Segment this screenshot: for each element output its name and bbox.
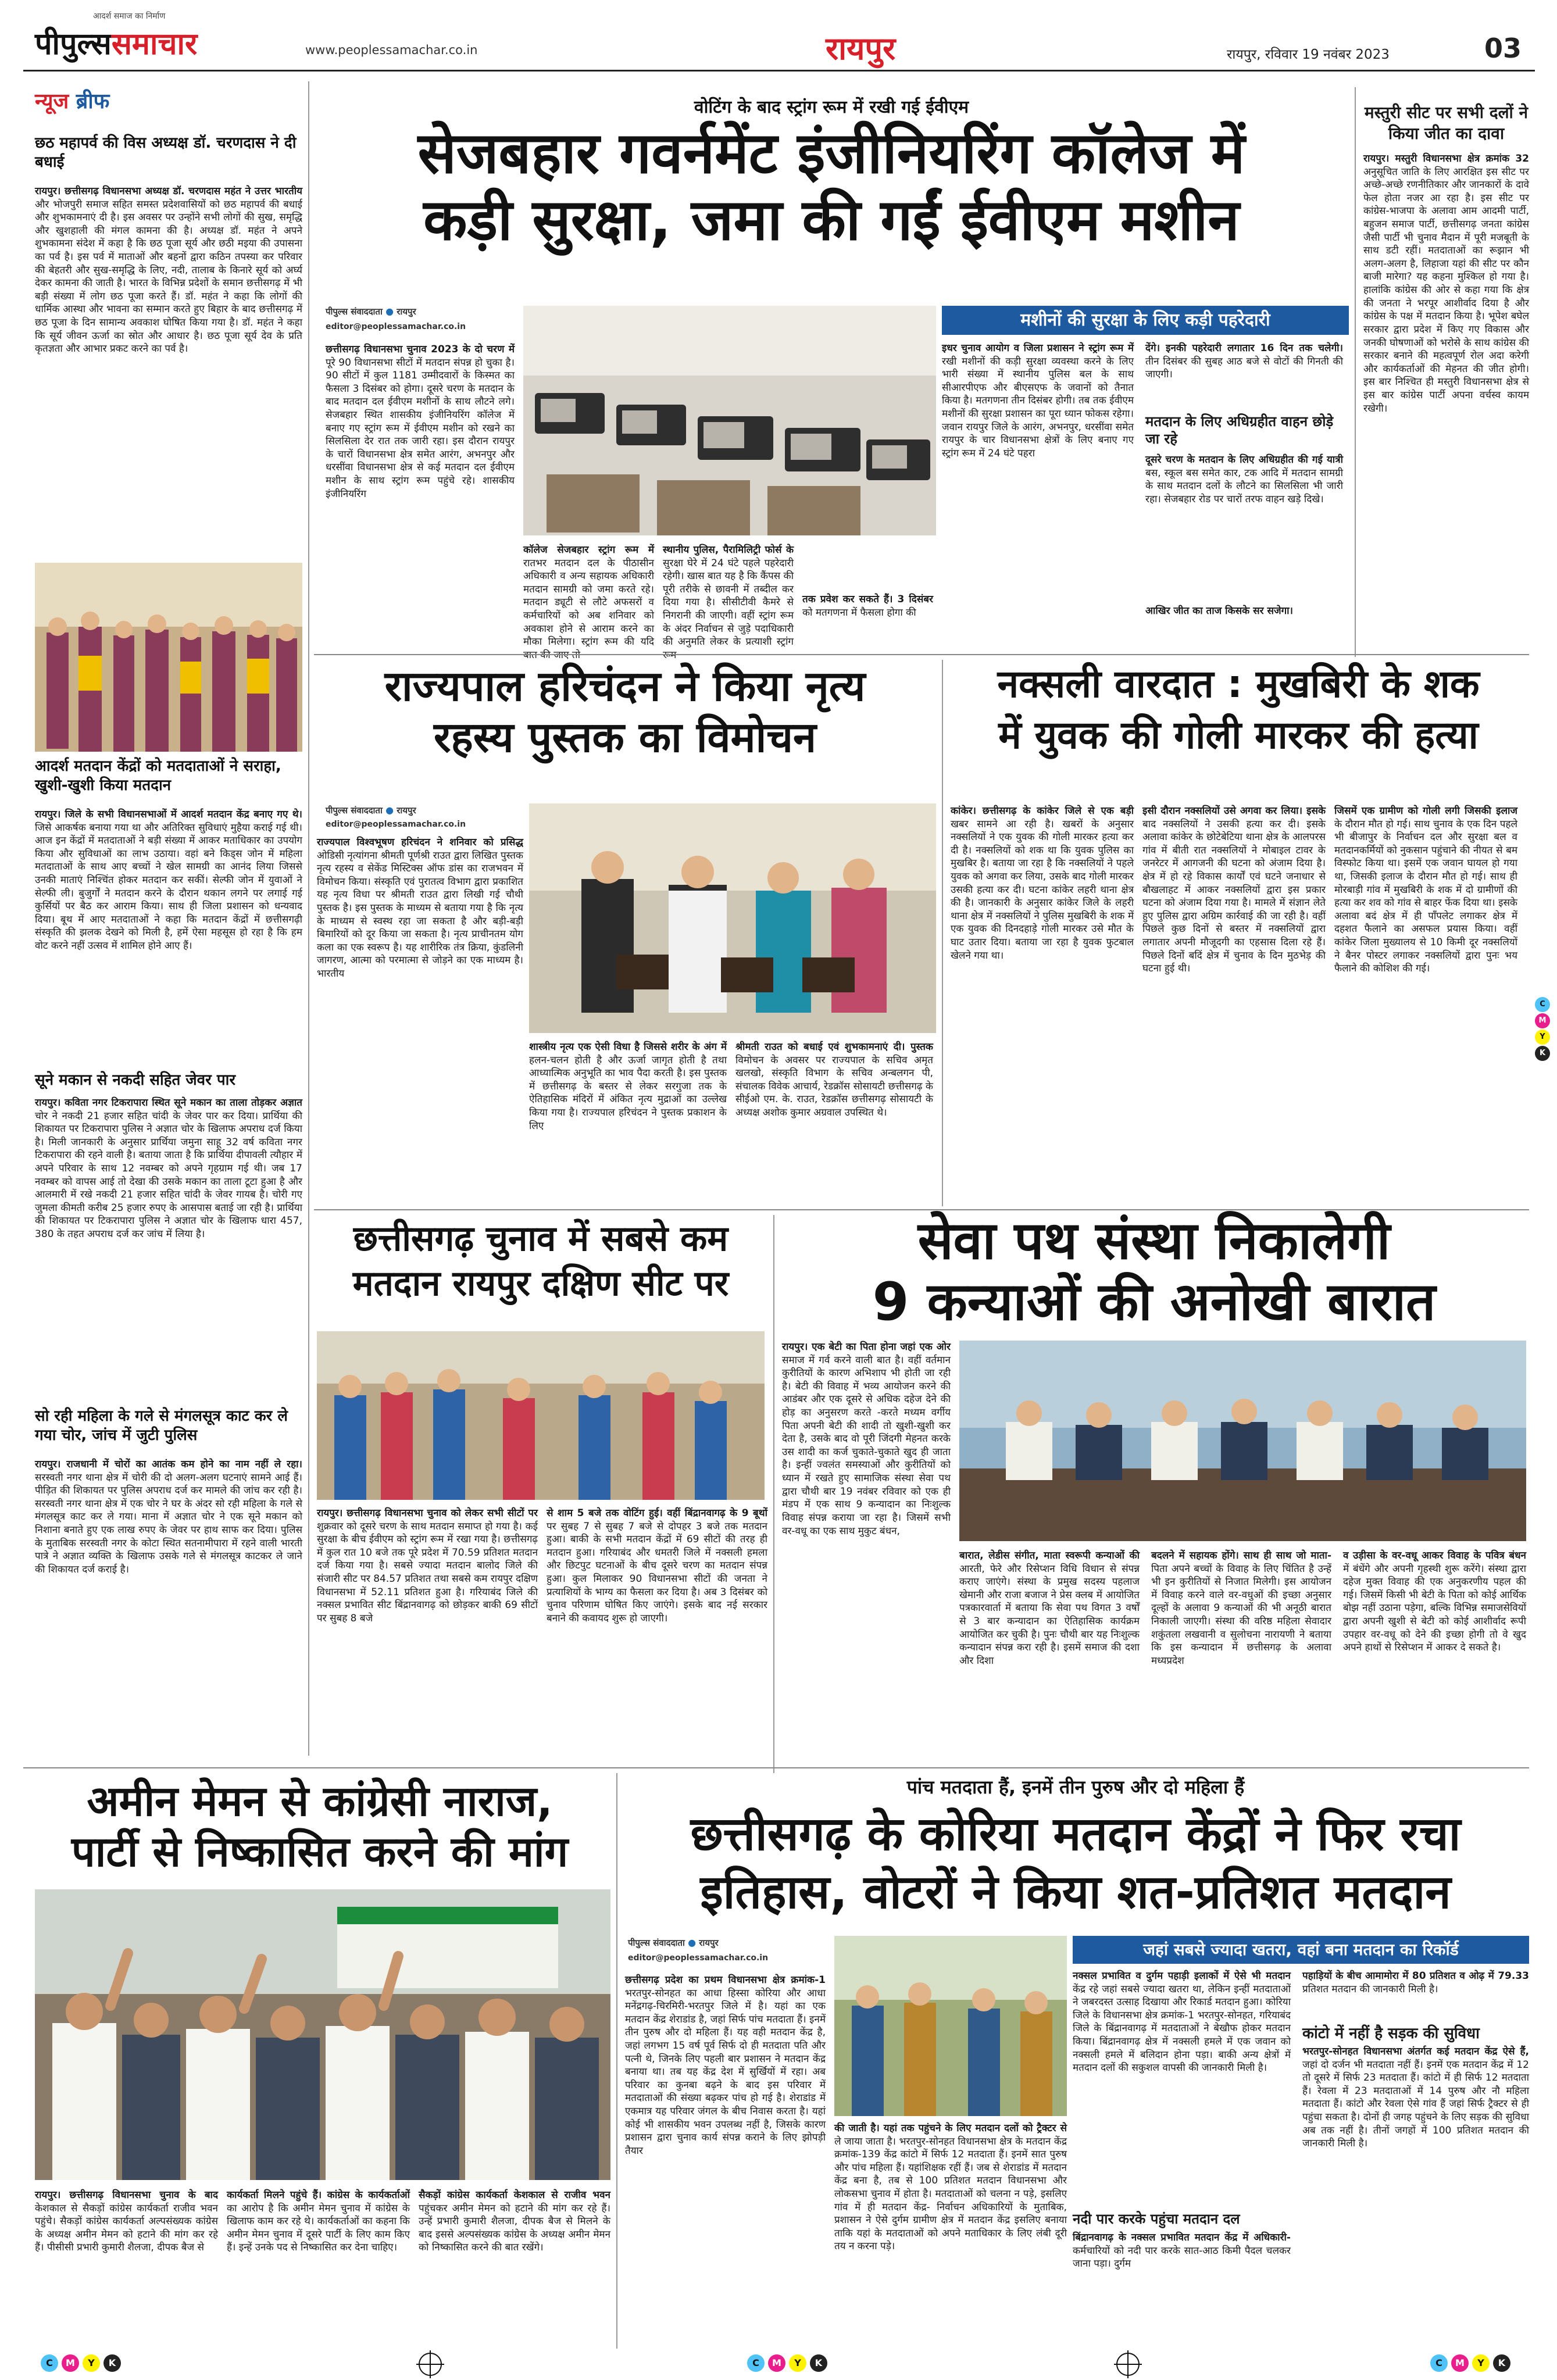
lead-col-3 [663, 544, 794, 648]
korea-col-1-text: छत्तीसगढ़ प्रदेश का प्रथम विधानसभा क्षेत्र क्रमांक-1 भरतपुर-सोनहत का आधा हिस्सा कोरिया और आधा मनेंद्रगढ़-चिरमिरी-भरतपुर जिले में है। यहां का एक मतदान केंद्र शेराडांड है, जहां सिर्फ पांच मतदाता हैं। इनमें तीन पुरुष और दो महिला हैं। यह वही मतदान केंद्र है, जहां लगभग 15 वर्ष पूर्व सिर्फ दो ही मतदाता पति और पत्नी थे, जिनके लिए पहली बार प्रशासन ने मतदान केंद्र बनाया था। तब यह केंद्र देश में सुर्खियों में रहा। अब परिवार का कुनबा बढ़ने के बाद इस परिवार में मतदाताओं की संख्या बढ़कर पांच हो गई है। शेराडांड में एकमात्र यह परिवार जंगल के बीच निवास करता है। यहां कोई भी शासकीय भवन उपलब्ध नहीं है, जिसके कारण प्रशासन द्वारा चुनाव कार्य संपन्न कराने के लिए झोपड़ी तैयार [625, 1974, 826, 2157]
lead-col-4 [802, 593, 933, 645]
security-box-col-1 [942, 342, 1134, 598]
website: www.peoplessamachar.co.in [305, 43, 478, 57]
korea-email: editor@peoplessamachar.co.in [628, 1953, 769, 1963]
seva-headline-2: 9 कन्याओं की अनोखी बारात [872, 1271, 1436, 1332]
korea-col-1 [625, 1974, 826, 2346]
city-label: रायपुर [826, 30, 896, 67]
lead-col-1-text: छत्तीसगढ़ विधानसभा चुनाव 2023 के दो चरण में पूरे 90 विधानसभा सीटों में मतदान संपन्न हो चुका है। 90 सीटों में कुल 1181 उम्मीदवारों के किस्मत का फैसला 3 दिसंबर को होगा। दूसरे चरण के मतदान के बाद मतदान दल ईवीएम मशीनों के साथ लौटने लगे। सेजबहार स्थित शासकीय इंजीनियरिंग कॉलेज में बनाए गए स्ट्रांग रूम में ईवीएम मशीन को रखने का सिलसिला देर रात तक जारी रहा। इस दौरान रायपुर के चारों विधानसभा क्षेत्र समेत आरंग, अभनपुर और धरसींवा विधानसभा क्षेत्र से कई मतदान दल ईवीएम मशीन के साथ स्ट्रांग रूम पहुंचे रहे। शासकीय इंजीनियरिंग [326, 344, 515, 500]
security-box-col-2-text: देंगे। इनकी पहरेदारी लगातार 16 दिन तक चलेगी। तीन दिसंबर की सुबह आठ बजे से वोटों की गिनती की जाएगी। [1145, 342, 1343, 381]
lead-byline [326, 306, 416, 317]
cmyk-strip-bottom-left [41, 2354, 121, 2372]
security-box-title: मशीनों की सुरक्षा के लिए कड़ी पहरेदारी [942, 306, 1349, 335]
bullet-icon: ● [385, 805, 394, 816]
seva-col-2 [959, 1549, 1140, 1773]
naxal-col-3 [1334, 805, 1517, 1200]
cmyk-c: C [1430, 2354, 1448, 2372]
naxal-col-3-text: जिसमें एक ग्रामीण को गोली लगी जिसकी इलाज के दौरान मौत हो गई। साथ चुनाव के एक दिन पहले भी बीजापुर के निर्वाचन दल और सुरक्षा बल व मतदानकर्मियों को नुकसान पहुंचाने की नीयत से बम विस्फोट किया था। इसमें एक जवान घायल हो गया था, जिसकी इलाज के दौरान मौत हो गई। साथ ही मोरबाड़ी गांव में मुखबिरी के शक में दो ग्रामीणों की हत्या कर शव को गांव से बाहर फेंक दिया था। इसके अलावा बदं क्षेत्र में ही पाँपलेट लगाकर क्षेत्र में दहशत फैलाने का असफल प्रयास किया। वहीं कांकेर जिला मुख्यालय से 10 किमी दूर नक्सलियों ने बैनर पोस्टर लगाकर नक्सलियों द्वारा पुनः भय फैलाने की कोशिश की गई। [1334, 805, 1517, 975]
brief-1-body [35, 185, 302, 557]
record-box-col-2 [1302, 1970, 1529, 2016]
amin-headline-1: अमीन मेमन से कांग्रेसी नाराज, [87, 1777, 553, 1825]
south-headline-1: छत्तीसगढ़ चुनाव में सबसे कम [353, 1218, 728, 1259]
record-box-title: जहां सबसे ज्यादा खतरा, वहां बना मतदान का रिकॉर्ड [1073, 1936, 1529, 1964]
seva-col-3-text: बदलने में सहायक होंगे। साथ ही साथ जो माता-पिता अपने बच्चों के विवाह के लिए चिंतित है उन्हें भी इन कुरीतियों से निजात मिलेगी। इस आयोजन में विवाह करने वाले वर-वधुओं की इच्छा अनुसार दूल्हों के अलावा 9 कन्याओं की भी अनूठी बारात निकाली जाएगी। संस्था की वरिष्ठ महिला सेवादार शकुंतला लखवानी व सुलोचना नारायणी ने बताया कि इस कन्यादान में छत्तीसगढ़ के अलावा मध्यप्रदेश [1151, 1550, 1331, 1667]
river-subhead: नदी पार करके पहुंचा मतदान दल [1073, 2211, 1240, 2227]
cmyk-c: C [1535, 997, 1550, 1012]
lead-byline-city: रायपुर [397, 306, 416, 317]
lead-col-5 [1145, 605, 1343, 645]
cmyk-y: Y [1535, 1030, 1550, 1045]
brief-divider [308, 81, 309, 1756]
korea-col-2 [834, 2122, 1067, 2346]
protest-photo [35, 1889, 610, 2180]
brief-2-title: आदर्श मतदान केंद्रों को मतदाताओं ने सराहा, खुशी-खुशी किया मतदान [35, 757, 281, 794]
naxal-col-1 [951, 805, 1134, 1200]
korea-byline-name: पीपुल्स संवाददाता [628, 1938, 685, 1948]
brand-right: समाचार [111, 27, 198, 62]
brand-tagline: आदर्श समाज का निर्माण [93, 12, 166, 21]
brief-3-title: सूने मकान से नकदी सहित जेवर पार [35, 1071, 235, 1089]
record-box-col-1 [1073, 1970, 1291, 2202]
governor-headline-1: राज्यपाल हरिचंदन ने किया नृत्य [384, 662, 866, 710]
brief-4-body [35, 1458, 302, 1749]
security-box-col-2b [1145, 453, 1343, 593]
cmyk-k: K [103, 2354, 121, 2372]
south-voters-photo [317, 1331, 765, 1500]
amin-col-3-text: सैकड़ों कांग्रेस कार्यकर्ता केशकाल से राजीव भवन पहुंचकर अमीन मेमन को हटाने की मांग कर रहे हैं। उन्हें प्रभारी कुमारी शैलजा, दीपक बैज से मिलने के बाद इससे अल्पसंख्यक कांग्रेस के अध्यक्ष अमीन मेमन को निष्कासित करने की बात रखेंगे। [419, 2189, 610, 2254]
naxal-col-1-text: कांकेर। छत्तीसगढ़ के कांकेर जिले से एक बड़ी खबर सामने आ रही है। खबरों के अनुसार नक्सलियों ने एक युवक की गोली मारकर हत्या कर दी है। नक्सलियों को शक था कि युवक पुलिस का मुखबिर है। बताया जा रहा है कि नक्सलियों ने पहले युवक को अगवा कर लिया, उसके बाद गोली मारकर उसकी हत्या कर दी। घटना कांकेर लहरी थाना क्षेत्र की है। जानकारी के अनुसार कांकेर जिले के लहरी थाना क्षेत्र में नक्सलियों ने पुलिस मुखबिरी के शक में एक युवक की दिनदहाड़े गोली मारकर उसे मौत के घाट उतार दिया। बताया जा रहा है युवक फुटबाल खेलने गया था। [951, 805, 1134, 962]
date-line: रायपुर, रविवार 19 नवंबर 2023 [1227, 47, 1390, 62]
south-col-2-text: से शाम 5 बजे तक वोटिंग हुई। वहीं बिंद्रानवागढ़ के 9 बूथों पर सुबह 7 से सुबह 7 बजे से दोपहर 3 बजे तक मतदान हुआ। बाकी के सभी मतदान केंद्रों में 69 सीटों की तरह ही मतदान हुआ। गरियाबंद और धमतरी जिले में नक्सली हमला और छिटपुट घटनाओं के बीच दूसरे चरण का मतदान संपन्न हुआ। कुल मिलाकर 90 विधानसभा सीटों की जनता ने प्रत्याशियों के भाग्य का फैसला कर दिया है। अब 3 दिसंबर को चुनाव परिणाम घोषित किए जाएंगे। इसके बाद नई सरकार बनाने की कवायद शुरू हो जाएगी। [547, 1507, 767, 1624]
brief-4-title: सो रही महिला के गले से मंगलसूत्र काट कर ले गया चोर, जांच में जुटी पुलिस [35, 1407, 288, 1444]
south-headline-2: मतदान रायपुर दक्षिण सीट पर [352, 1263, 729, 1304]
evm-strongroom-image [523, 306, 936, 535]
amin-korea-divider [616, 1773, 617, 2349]
masturi-headline: मस्तुरी सीट पर सभी दलों ने किया जीत का दावा [1364, 103, 1529, 144]
cmyk-y: Y [1472, 2354, 1490, 2372]
seva-col-4-text: व उड़ीसा के वर-वधू आकर विवाह के पवित्र बंधन में बंधेंगे और अपनी गृहस्थी शुरू करेंगे। संस्था द्वारा दहेज मुक्त विवाह की एक अनुकरणीय पहल की गई। जिसमें किसी भी बेटी के पिता को कोई आर्थिक बोझ नहीं उठाना पड़ेगा, बल्कि विभिन्न समाजसेवियों द्वारा अपनी खुशी से बेटी को कोई आशीर्वाद रूपी उपहार वर-वधू को देने की इच्छा होगी तो वे खुद अपने हाथों से रिसेप्शन में आकर दे सकते है। [1343, 1550, 1526, 1654]
cmyk-strip-bottom-center [747, 2354, 827, 2372]
section-rule-1 [314, 654, 1529, 655]
voters-queue-image [35, 563, 302, 752]
lead-headline-2: कड़ी सुरक्षा, जमा की गईं ईवीएम मशीन [423, 187, 1240, 253]
korea-headline-1: छत्तीसगढ़ के कोरिया मतदान केंद्रों ने फिर रचा [690, 1807, 1461, 1861]
seva-col-4 [1343, 1549, 1526, 1773]
tribal-voters-image [834, 1936, 1067, 2116]
governor-headline-2: रहस्य पुस्तक का विमोचन [434, 713, 816, 762]
south-seva-divider [773, 1215, 774, 1773]
lead-col-5-text: आखिर जीत का ताज किसके सर सजेगा। [1145, 605, 1293, 617]
record-box-col-2b [1302, 2045, 1529, 2345]
governor-byline [326, 805, 416, 816]
security-box-col-2 [1145, 342, 1343, 406]
seva-headline-1: सेवा पथ संस्था निकालेगी [917, 1210, 1391, 1271]
seva-col-2-text: बारात, लेडीस संगीत, माता स्वरूपी कन्याओं की आरती, फेरे और रिसेप्शन विधि विधान से संपन्न कराए जाएंगे। संस्था के प्रमुख सदस्य पहलाज खेमानी और राजा बजाज ने प्रेस क्लब में आयोजित पत्रकारवार्ता में बताया कि सेवा पथ विगत 3 वर्षों से 3 बार कन्यादान का ऐतिहासिक कार्यक्रम आयोजित कर चुकी है। पुनः चौथी बार यह निःशुल्क कन्यादान संपन्न करा रही है। इसमें समाज की दशा और दिशा [959, 1550, 1140, 1667]
bullet-icon: ● [385, 306, 394, 317]
lead-col-2-text: कॉलेज सेजबहार स्ट्रांग रूम में रातभर मतदान दल के पीठासीन अधिकारी व अन्य सहायक अधिकारी मतदान सामग्री को जमा करते रहे। मतदान ड्यूटी से लौटे अफसरों व कर्मचारियों को अब शनिवार को अवकाश होने से आराम करने का मौका मिलेगा। स्ट्रांग रूम की यदि [523, 544, 654, 648]
record-box-col-2-text: पहाड़ियों के बीच आमामोरा में 80 प्रतिशत व ओढ़ में 79.33 प्रतिशत मतदान की जानकारी मिली है। [1302, 1970, 1529, 1995]
cmyk-k: K [1493, 2354, 1510, 2372]
lead-headline-1: सेजबहार गवर्नमेंट इंजीनियरिंग कॉलेज में [417, 120, 1245, 187]
korea-byline-city: रायपुर [699, 1938, 719, 1948]
cmyk-k: K [1535, 1046, 1550, 1061]
voters-queue-photo [35, 563, 302, 752]
brief-1-text: रायपुर। छत्तीसगढ़ विधानसभा अध्यक्ष डॉ. चरणदास महंत ने उत्तर भारतीय और भोजपुरी समाज सहित समस्त प्रदेशवासियों को छठ महापर्व की बधाई और शुभकामनाएं दी है। इस अवसर पर उन्होंने सभी लोगों की सुख, समृद्धि और खुशहाली की मंगल कामना की है। अध्यक्ष डॉ. महंत ने अपने शुभकामना संदेश में कहा है कि छठ पूजा सूर्य और छठी मइया की उपासना का पर्व है। इस पर्व में माताओं और बहनों द्वारा कठिन तपस्या कर परिवार की बेहतरी और सुख-समृद्धि के लिए, नदी, तालाब के किनारे सूर्य को अर्घ्य देकर कामना की जाती है। भारत के विभिन्न प्रदेशों के समान छत्तीसगढ़ में भी बड़ी संख्या में लोग छठ पूजा करते हैं। डॉ. महंत ने कहा कि लोगों की धार्मिक आस्था और भावना का सम्मान करते हुए बिहार के बाद छत्तीसगढ़ में छठ पूजा के दिन सामान्य अवकाश घोषित किया गया है। डॉ. महंत ने कहा कि सूर्य जीवन ऊर्जा का स्रोत और आधार है। छठ पूजा सूर्य देव के प्रति कृतज्ञता और आभार प्रकट करने का पर्व है। [35, 185, 302, 355]
korea-col-2-text: की जाती है। यहां तक पहुंचने के लिए मतदान दलों को ट्रैक्टर से ले जाया जाता है। भरतपुर-सोनहत विधानसभा क्षेत्र के मतदान केंद्र क्रमांक-139 केंद्र कांटो में सिर्फ 12 मतदाता हैं। इनमें सात पुरुष और पांच महिला हैं। यहांशिक्षक रहीं हैं। जब से शेराडांड में मतदान केंद्र बना है, तब से 100 प्रतिशत मतदान विधानसभा और लोकसभा चुनाव में होता है। मतदाताओं को चलना न पड़े, इसलिए गांव में ही मतदान केंद्र- निर्वाचन अधिकारियों के मुताबिक, प्रशासन ने ऐसे दुर्गम ग्रामीण क्षेत्र में मतदान केंद्र इसलिए बनाया ताकि यहां के मतदाताओं को अपने मताधिकार के लिए लंबी दूरी तय न करना पड़े। [834, 2122, 1067, 2253]
brief-label-a: न्यूज [35, 90, 69, 113]
brief-3-body [35, 1096, 302, 1405]
south-col-2 [547, 1507, 767, 1774]
korea-kicker: पांच मतदाता हैं, इनमें तीन पुरुष और दो महिला हैं [906, 1776, 1245, 1798]
governor-book-photo [529, 803, 936, 1033]
cmyk-m: M [768, 2354, 785, 2372]
vehicle-subhead: मतदान के लिए अधिग्रहीत वाहन छोड़े जा रहे [1145, 413, 1334, 447]
governor-naxal-divider [942, 660, 943, 1206]
korea-headline-2: इतिहास, वोटरों ने किया शत-प्रतिशत मतदान [700, 1865, 1451, 1919]
right-sidebar-divider [1355, 87, 1356, 657]
cmyk-m: M [1535, 1013, 1550, 1028]
lead-col-4-text: तक प्रवेश कर सकते हैं। 3 दिसंबर को मतगणना में फैसला होगा की [802, 594, 933, 619]
naxal-col-2-text: इसी दौरान नक्सलियों उसे अगवा कर लिया। इसके बाद नक्सलियों ने उसकी हत्या कर दी। इसके अलावा कांकेर के छोटेबेटिया थाना क्षेत्र के आलपरस गांव में बीती रात नक्सलियों ने मोबाइल टावर के जनरेटर में आगजनी की घटना को अंजाम दिया है। क्षेत्र में हो रहे विकास कार्यों एवं घटने जनाधार से बौखलाहट में आकर नक्सलियों द्वारा इस प्रकार घटना को अंजाम दिया गया है। मामले में संज्ञान लेते हुए पुलिस द्वारा अग्रिम कार्रवाई की जा रही है। वहीं पिछले कुछ दिनों से बस्तर में नक्सलियों द्वारा लगातार अपनी मौजूदगी का एहसास दिला रहे हैं। पिछले दिनों बदिं क्षेत्र में चुनाव के दिन मुठभेड़ की घटना हुई थी। [1142, 805, 1326, 975]
governor-byline-name: पीपुल्स संवाददाता [326, 805, 383, 816]
amin-col-2-text: कार्यकर्ता मिलने पहुंचे हैं। कांग्रेस के कार्यकर्ताओं का आरोप है कि अमीन मेमन चुनाव में कांग्रेस के खिलाफ काम कर रहे थे। कार्यकर्ताओं का कहना कि अमीन मेमन चुनाव में दूसरे पार्टी के लिए काम किए हैं। इन्हें उनके पद से निष्कासित कर देना चाहिए। [227, 2189, 410, 2254]
amin-headline-2: पार्टी से निष्कासित करने की मांग [71, 1827, 569, 1876]
record-box-col-1b-text: बिंद्रानवागढ़ के नक्सल प्रभावित मतदान केंद्र में अधिकारी-कर्मचारियों को नदी पार करके सात-आठ किमी पैदल चलकर जाना पड़ा। दुर्गम [1073, 2232, 1291, 2270]
brand-left: पीपुल्स [35, 27, 112, 62]
brief-3-text: रायपुर। कविता नगर टिकरापारा स्थित सूने मकान का ताला तोड़कर अज्ञात चोर ने नकदी 21 हजार सहित चांदी के जेवर पार कर दिया। प्रार्थिया की शिकायत पर टिकरापारा पुलिस ने अज्ञात चोर के खिलाफ अपराध दर्ज किया है। मिली जानकारी के अनुसार प्रार्थिया जमुना साहू 32 वर्ष कविता नगर टिकरापारा की रहने वाली है। बताया जाता है कि प्रार्थिया दीपावली त्यौहार में अपने परिवार के साथ 12 नवम्बर को अपने गृहग्राम गई थी। जब 17 नवम्बर को वापस आई तो देखा की उसके मकान का ताला टूटा हुआ है और आलमारी में रखे नकदी 21 हजार सहित चांदी के जेवर गायब है। चोरी गए जुमला कीमती करीब 25 हजार रुपए के आसपास बताई जा रही है। प्रार्थिया की शिकायत पर टिकरापारा पुलिस ने अज्ञात चोर के खिलाफ धारा 457, 380 के तहत अपराध दर्ज कर जांच में लिया है। [35, 1097, 302, 1241]
amin-col-2 [227, 2189, 410, 2346]
bullet-icon: ● [688, 1937, 697, 1948]
brief-1-title: छठ महापर्व की विस अध्यक्ष डॉ. चरणदास ने दी बधाई [35, 134, 297, 171]
news-brief-label [35, 86, 109, 115]
amin-col-1-text: रायपुर। छत्तीसगढ़ विधानसभा चुनाव के बाद केशकाल से सैकड़ों कांग्रेस कार्यकर्ता राजीव भवन पहुंचे। सैकड़ों कांग्रेस कार्यकर्ता अल्पसंख्यक कांग्रेस के अध्यक्ष अमीन मेमन को हटाने की मांग कर रहे हैं। पीसीसी प्रभारी कुमारी शैलजा, दीपक बैज से [35, 2189, 218, 2254]
governor-col-3 [735, 1041, 933, 1200]
evm-photo [523, 306, 936, 535]
seva-press-photo [959, 1341, 1526, 1541]
south-col-1 [317, 1507, 538, 1774]
record-box-col-2b-text: भरतपुर-सोनहत विधानसभा अंतर्गत कई मतदान केंद्र ऐसे हैं, जहां दो दर्जन भी मतदाता नहीं हैं। इनमें एक मतदान केंद्र में 12 तो दूसरे में सिर्फ 23 मतदाता हैं। कांटो में ही सिर्फ 12 मतदाता हैं। रेवला में 23 मतदाताओं में 14 पुरुष और नौ महिला मतदाता हैं। कांटो और रेवला ऐसे गांव हैं जहां सिर्फ ट्रैक्टर से ही पहुंचा सकता है। दोनों ही जगह पहुंचने के लिए सड़क की सुविधा अब तक नहीं है। तीनों जगहों में 100 प्रतिशत मतदान की जानकारी मिली है। [1302, 2046, 1529, 2150]
lead-email: editor@peoplessamachar.co.in [326, 322, 466, 331]
security-box-col-1-text: इधर चुनाव आयोग व जिला प्रशासन ने स्ट्रांग रूम में रखी मशीनों की कड़ी सुरक्षा व्यवस्था करने के लिए भारी संख्या में स्थानीय पुलिस बल के साथ सीआरपीएफ और बीएसएफ के जवानों को तैनात किया है। मतगणना तीन दिसंबर होगी। तब तक ईवीएम मशीनों की सुरक्षा प्रशासन का पूरा ध्यान फोकस रहेगा। जवान रायपुर जिले के आरंग, अभनपुर, धरसींवा समेत रायपुर के चार विधानसभा क्षेत्रों के लिए बनाए गए स्ट्रांग रूम में 24 घंटे पहरा [942, 342, 1134, 459]
governor-byline-city: रायपुर [397, 805, 416, 816]
seva-col-1-text: रायपुर। एक बेटी का पिता होना जहां एक ओर समाज में गर्व करने वाली बात है। वहीं वर्तमान कुरीतियों के कारण अभिशाप भी होती जा रही है। बेटी की विवाह में भव्य आयोजन करने की आडंबर और एक दूसरे से अधिक दहेज देने की होड़ का अनुसरण करते -करते मध्यम वर्गीय पिता अपनी बेटी की शादी तो खुशी-खुशी कर देता है, उसके बाद वो पूरी जिंदगी मेहनत करके उस शादी का कर्ज चुकाते-चुकाते खुद ही जाता है। इन्हीं ज्वलंत समस्याओं और कुरीतियों को ध्यान में रखते हुए सामाजिक संस्था सेवा पथ द्वारा चौथी बार 19 नवंबर रविवार को एक ही मंडप में एक साथ 9 कन्यादान का निःशुल्क विवाह संपन्न कराया जा रहा है। जिसमें सभी वर-वधू का एक साथ मुकुट बंधन, [782, 1341, 951, 1537]
cmyk-k: K [810, 2354, 827, 2372]
masthead-rule [23, 70, 1535, 72]
naxal-col-2 [1142, 805, 1326, 1200]
lead-col-1 [326, 343, 515, 645]
cmyk-m: M [62, 2354, 79, 2372]
section-rule-3 [23, 1767, 1529, 1768]
cmyk-y: Y [789, 2354, 806, 2372]
governor-col-1-text: राज्यपाल विश्वभूषण हरिचंदन ने शनिवार को प्रसिद्ध ओडिसी नृत्यांगना श्रीमती पूर्णश्री राउत द्वारा लिखित पुस्तक नृत्य रहस्य व सेकेंड मिस्टिक्स ऑफ डांस का राजभवन में विमोचन किया। संस्कृति एवं पुरातत्व विभाग द्वारा प्रकाशित यह नृत्य विधा पर श्रीमती राउत द्वारा लिखी गई चौथी पुस्तक है। इस पुस्तक के माध्यम से बताया गया है कि नृत्य के माध्यम से स्वस्थ रहा जा सकता है और बड़ी-बड़ी बिमारियों को दूर किया जा सकता है। नृत्य प्राचीनतम योग कला का एक स्वरूप है। यह शारीरिक तंत्र क्रिया, कुंडलिनी जागरण, आत्मा को परमात्मा से जोड़ने का एक माध्यम है। भारतीय [317, 837, 523, 980]
congress-protest-image [35, 1889, 610, 2180]
governor-col-2 [529, 1041, 727, 1200]
governor-col-3-text: श्रीमती राउत को बधाई एवं शुभकामनाएं दी। पुस्तक विमोचन के अवसर पर राज्यपाल के सचिव अमृत खलखो, संस्कृति विभाग के सचिव अन्बलगन पी, संचालक विवेक आचार्य, रेडक्रॉस सोसायटी छत्तीसगढ़ के सीईओ एम. के. राउत, रेडक्रॉस छत्तीसगढ़ सोसायटी के अध्यक्ष अशोक कुमार अग्रवाल उपस्थित थे। [735, 1041, 933, 1119]
masturi-text: रायपुर। मस्तुरी विधानसभा क्षेत्र क्रमांक 32 अनुसूचित जाति के लिए आरक्षित इस सीट पर अच्छे-अच्छे रणनीतिकार और जानकारों के दावे फेल होता नजर आ रहा है। इस सीट पर कांग्रेस-भाजपा के अलावा आम आदमी पार्टी, बहुजन समाज पार्टी, छत्तीसगढ़ जनता कांग्रेस जैसी पार्टी भी चुनाव मैदान में पूरी मजबूती के साथ डटी रहीं। मतदाताओं का रूझान भी अलग-अलग है, लिहाजा यहां की सीट पर कौन बाजी मारेगा? यह कहना मुश्किल हो गया है। हालांकि कांग्रेस की ओर से कहा गया कि क्षेत्र की जनता ने भरपूर आशीर्वाद दिया है और कांग्रेस के पक्ष में मतदान किया है। भूपेश बघेल सरकार द्वारा प्रदेश में किए गए विकास और जनकी घोषणाओं को भरोसे के साथ कांग्रेस की सरकार बनाने की महत्वपूर्ण रोल अदा करेगी और कार्यकर्ताओं की मेहनत की जीत होगी। इस बार निश्चित ही मस्तुरी विधानसभा क्षेत्र से इस बार कांग्रेस पार्टी अपना वर्चस्व कायम रखेगी। [1363, 153, 1529, 414]
brief-4-text: रायपुर। राजधानी में चोरों का आतंक कम होने का नाम नहीं ले रहा। सरस्वती नगर थाना क्षेत्र में चोरी की दो अलग-अलग घटनाएं सामने आई हैं। पीड़ित की शिकायत पर पुलिस अपराध दर्ज कर मामले की जांच कर रही है। सरस्वती नगर थाना क्षेत्र में एक चोर ने घर के अंदर सो रही महिला के गले से मंगलसूत्र काट कर ले गया। माना में अज्ञात चोर ने एक सूने मकान को निशाना बनाते हुए एक लाख रुपए के जेवर पर हाथ साफ कर दिया। पुलिस के मुताबिक सरस्वती नगर के कोटा स्थित सतनामीपारा में रहने वाली भारती पात्रे ने अज्ञात व्यक्ति के खिलाफ उसके गले से मंगलसूत्र काटकर ले जाने की शिकायत दर्ज कराई है। [35, 1459, 302, 1575]
brief-label-b: ब्रीफ [76, 90, 110, 113]
cmyk-strip-right [1535, 997, 1550, 1061]
brief-2-body [35, 808, 302, 1064]
amin-col-3 [419, 2189, 610, 2346]
brand-logo [35, 22, 197, 63]
record-box-col-1b [1073, 2231, 1291, 2345]
south-col-1-text: रायपुर। छत्तीसगढ़ विधानसभा चुनाव को लेकर सभी सीटों पर शुक्रवार को दूसरे चरण के साथ मतदान समाप्त हो गया है। कई सुरक्षा के बीच ईवीएम को स्ट्रांग रूम में रखा गया है। छत्तीसगढ़ में कुल रात 10 बजे तक पूरे प्रदेश में 70.59 प्रतिशत मतदान दर्ज किया गया है। सबसे ज्यादा मतदान बालोद जिले की संजारी सीट पर 84.57 प्रतिशत तथा सबसे कम रायपुर दक्षिण विधानसभा में 52.11 प्रतिशत हुआ है। गरियाबंद जिले की नक्सल प्रभावित सीट बिंद्रानवागढ़ को छोड़कर बाकी 69 सीटों पर सुबह 8 बजे [317, 1507, 538, 1624]
governor-email: editor@peoplessamachar.co.in [326, 820, 466, 829]
cmyk-c: C [747, 2354, 765, 2372]
governor-col-1 [317, 836, 523, 1202]
cmyk-strip-bottom-right [1430, 2354, 1510, 2372]
seva-col-1 [782, 1341, 951, 1774]
road-subhead: कांटो में नहीं है सड़क की सुविधा [1302, 2025, 1480, 2042]
registration-mark-icon [419, 2353, 442, 2376]
cmyk-m: M [1451, 2354, 1469, 2372]
lead-col-2 [523, 544, 654, 648]
masturi-body [1363, 152, 1529, 646]
lead-byline-name: पीपुल्स संवाददाता [326, 306, 383, 317]
cmyk-c: C [41, 2354, 58, 2372]
seva-col-3 [1151, 1549, 1331, 1773]
korea-byline [628, 1937, 719, 1949]
naxal-headline-2: में युवक की गोली मारकर की हत्या [998, 713, 1479, 757]
masthead [0, 0, 1557, 69]
record-box-col-1-text: नक्सल प्रभावित व दुर्गम पहाड़ी इलाकों में ऐसे भी मतदान केंद्र रहे जहां सबसे ज्यादा खतरा था, लेकिन इन्हीं मतदाताओं ने जबरदस्त उत्साह दिखाया और रिकार्ड मतदान हुआ। कोरिया जिले के विधानसभा क्षेत्र क्रमांक-1 भरतपुर-सोनहत, गरियाबंद जिले के बिंद्रानवागढ़ में मतदाताओं ने बेखौफ होकर मतदान किया। बिंद्रानवागढ़ क्षेत्र में नक्सली हमले में एक जवान को नक्सली हमले में बलिदान होना पड़ा। बाकी अन्य क्षेत्रों में मतदान दलों की सकुशल वापसी की जानकारी मिली है। [1073, 1970, 1291, 2074]
lead-col-3-text: स्थानीय पुलिस, पैरामिलिट्री फोर्स के सुरक्षा घेरे में 24 घंटे पहले पहरेदारी रहेगी। खास बात यह है कि कैंपस की पूरी तरीके से छावनी में तब्दील कर दिया गया है। सीसीटीवी कैमरे से निगरानी की जाएगी। वहीं स्ट्रांग रूम के अंदर निर्वाचन से जुड़े पदाधिकारी की अनुमति लेकर के प्रत्याशी स्ट्रांग [663, 544, 794, 648]
korea-voters-photo [834, 1936, 1067, 2116]
security-box-col-2b-text: दूसरे चरण के मतदान के लिए अधिग्रहीत की गई यात्री बस, स्कूल बस समेत कार, टक आदि में मतदान सामग्री के साथ मतदान दलों के लौटने का सिलसिला भी जारी रहा। सेजबहार रोड पर चारों तरफ वाहन खड़े दिखे। [1145, 454, 1343, 505]
naxal-headline-1: नक्सली वारदात : मुखबिरी के शक [997, 662, 1480, 706]
lead-kicker: वोटिंग के बाद स्ट्रांग रूम में रखी गई ईवीएम [694, 97, 969, 117]
cmyk-y: Y [83, 2354, 100, 2372]
registration-mark-icon [1116, 2353, 1140, 2376]
women-voters-image [317, 1331, 765, 1500]
press-conference-image [959, 1341, 1526, 1541]
governor-col-2-text: शास्त्रीय नृत्य एक ऐसी विधा है जिससे शरीर के अंग में हलन-चलन होती है और ऊर्जा जागृत होती है तथा आध्यात्मिक अनुभूति का भाव पैदा करती है। इस पुस्तक में छत्तीसगढ़ के बस्तर से लेकर सरगुजा तक के ऐतिहासिक मंदिरों में अंकित नृत्य मुद्राओं का उल्लेख किया गया है। राज्यपाल हरिचंदन ने पुस्तक प्रकाशन के लिए [529, 1041, 727, 1132]
page-number: 03 [1484, 33, 1522, 64]
book-launch-image [529, 803, 936, 1033]
amin-col-1 [35, 2189, 218, 2346]
brief-2-text: रायपुर। जिले के सभी विधानसभाओं में आदर्श मतदान केंद्र बनाए गए थे। जिसे आकर्षक बनाया गया था और अतिरिक्त सुविधाएं मुहैया कराई गई थी। आज इन केंद्रों में मतदाताओं ने बड़ी संख्या में आकर मताधिकार का उपयोग किया और सुविधाओं का लाभ उठाया। वहां बने किड्स जोन में महिला मतदाताओं के साथ आए बच्चों ने खेल सामग्री का आनंद लिया जिससे उनकी माताएं निश्चिंत होकर मतदान कर सकीं। सेल्फी जोन में युवाओं ने सेल्फी ली। बुजुर्गों ने मतदान करने के दौरान थकान लगने पर लगाई गई कुर्सियों पर बैठ कर आराम किया। साथ ही जिला प्रशासन को धन्यवाद दिया। बूथ में आए मतदाताओं ने कहा कि मतदान केंद्रों में छत्तीसगढ़ी संस्कृति की झलक देखने को मिली है, हमें ऐसा महसूस हो रहा है कि हम वोट करने नहीं उत्सव में शामिल होने आए हैं। [35, 809, 302, 952]
